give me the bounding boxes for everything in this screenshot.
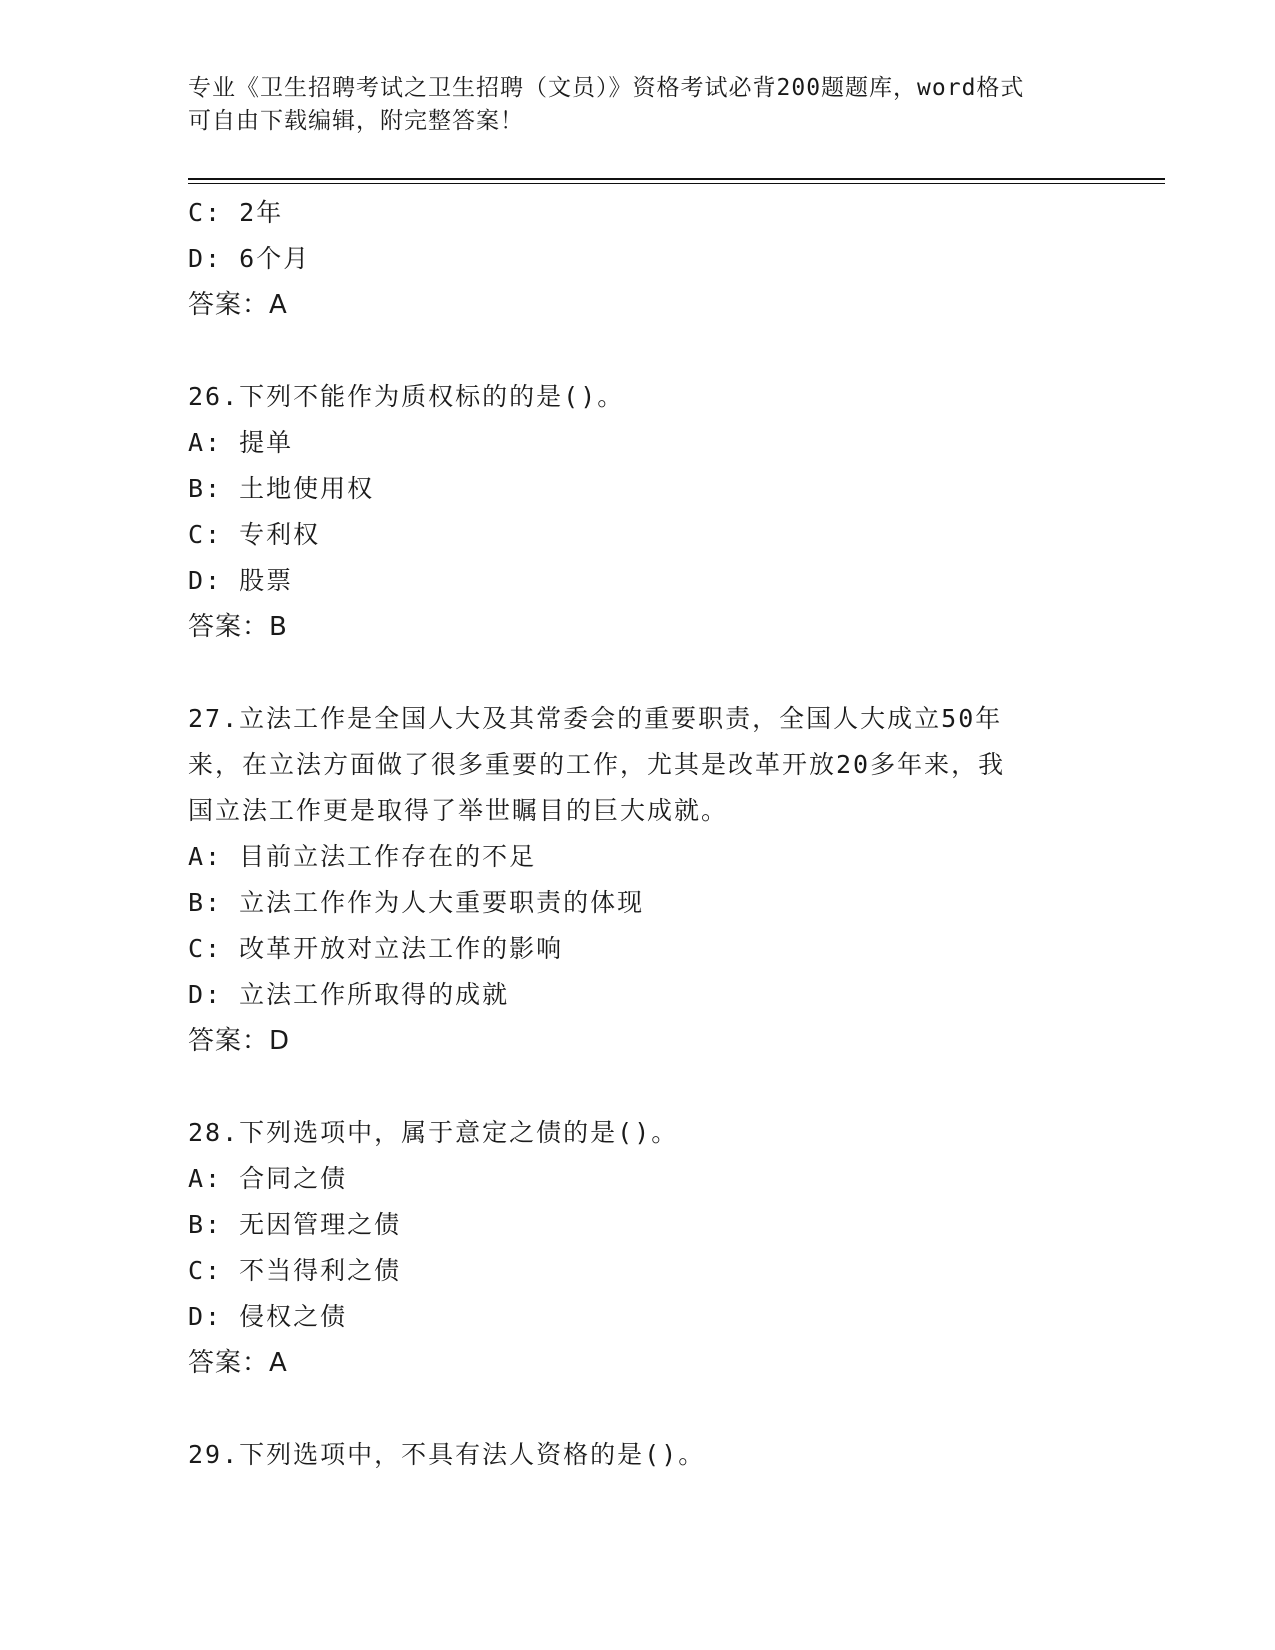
option-a: A: 合同之债 (188, 1164, 348, 1193)
question-stem-line-1: 27.立法工作是全国人大及其常委会的重要职责，全国人大成立50年 (188, 704, 1003, 733)
question-stem: 28.下列选项中，属于意定之债的是()。 (188, 1118, 679, 1147)
question-stem: 29.下列选项中，不具有法人资格的是()。 (188, 1440, 706, 1469)
header-line-2: 可自由下载编辑，附完整答案！ (188, 108, 524, 134)
option-d: D: 立法工作所取得的成就 (188, 980, 510, 1009)
question-stem: 26.下列不能作为质权标的的是()。 (188, 382, 625, 411)
question-27 (188, 696, 1088, 1064)
header-divider-thick (188, 178, 1165, 180)
header-divider-thin (188, 183, 1165, 184)
question-25-tail (188, 190, 1088, 328)
option-c: C: 2年 (188, 198, 284, 227)
question-26 (188, 374, 1088, 650)
header-line-1: 专业《卫生招聘考试之卫生招聘（文员）》资格考试必背200题题库，word格式 (188, 75, 1025, 101)
option-a: A: 提单 (188, 428, 294, 457)
question-stem-line-3: 国立法工作更是取得了举世瞩目的巨大成就。 (188, 796, 729, 825)
option-c: C: 改革开放对立法工作的影响 (188, 934, 564, 963)
option-c: C: 专利权 (188, 520, 321, 549)
question-29 (188, 1432, 1088, 1478)
option-d: D: 6个月 (188, 244, 311, 273)
document-body (188, 190, 1088, 1478)
answer-line: 答案：D (188, 1026, 291, 1056)
option-b: B: 无因管理之债 (188, 1210, 402, 1239)
answer-line: 答案：A (188, 290, 288, 320)
question-stem-line-2: 来，在立法方面做了很多重要的工作，尤其是改革开放20多年来，我 (188, 750, 1006, 779)
document-header (188, 72, 1088, 138)
option-d: D: 股票 (188, 566, 294, 595)
answer-line: 答案：A (188, 1348, 288, 1378)
option-b: B: 土地使用权 (188, 474, 375, 503)
answer-line: 答案：B (188, 612, 288, 642)
question-28 (188, 1110, 1088, 1386)
option-d: D: 侵权之债 (188, 1302, 348, 1331)
option-a: A: 目前立法工作存在的不足 (188, 842, 537, 871)
option-b: B: 立法工作作为人大重要职责的体现 (188, 888, 645, 917)
option-c: C: 不当得利之债 (188, 1256, 402, 1285)
